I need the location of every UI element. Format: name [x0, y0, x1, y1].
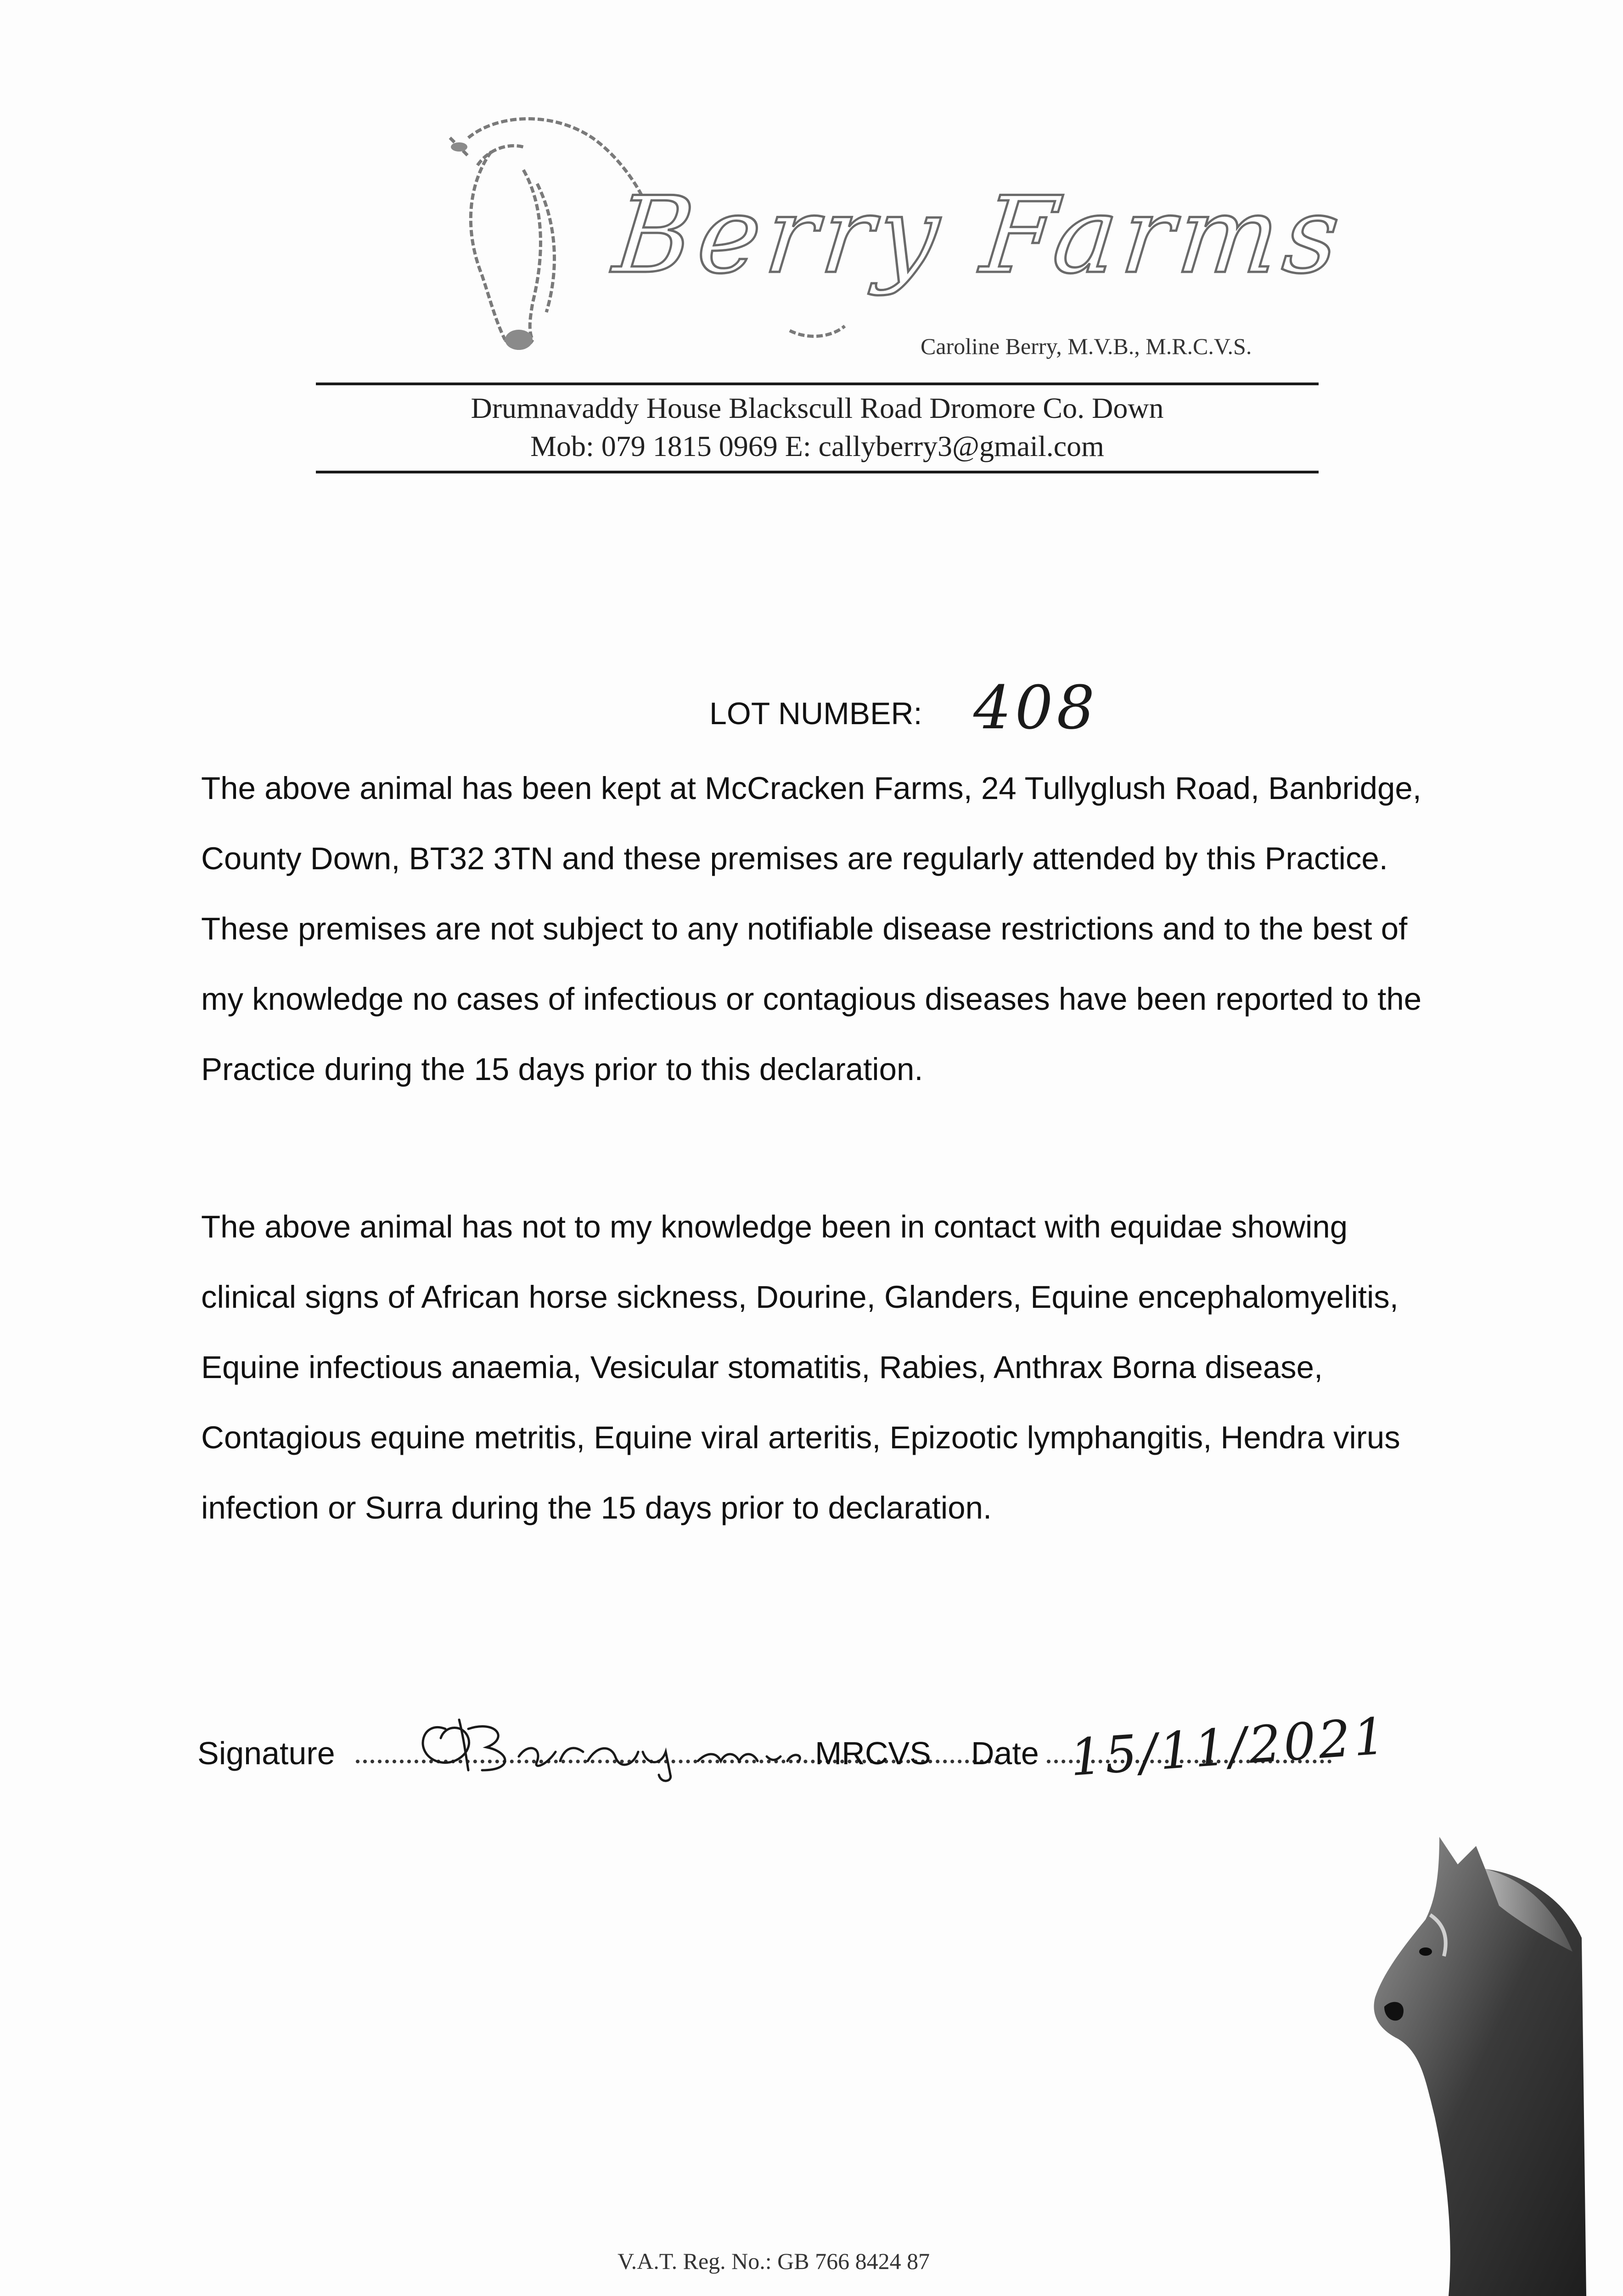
paragraph-text: The above animal has been kept at McCracken Farms, 24 Tullyglush Road, Banbridge, County Down, BT32 3TN and these premises are regularly attended by this Practice. These premises are not subject to any notifiable disease restrictions and to the best of my knowledge no cases of infectious or contagious diseases have been reported to the Practice during the 15 days prior to this declaration.	[201, 771, 1422, 1087]
vet-qualifications: Caroline Berry, M.V.B., M.R.C.V.S.	[921, 333, 1252, 359]
address-line: Drumnavaddy House Blackscull Road Dromore Co. Down	[471, 392, 1164, 424]
signature-suffix: MRCVS	[815, 1735, 931, 1771]
handwritten-signature	[404, 1701, 817, 1784]
brand-name: Berry Farms	[608, 174, 1351, 297]
paragraph-text: The above animal has not to my knowledge been in contact with equidae showing clinical signs of African horse sickness, Dourine, Glanders, Equine encephalomyelitis, Equine infectious anaemia, Vesicular stomatitis, Rabies, Anthrax Borna disease, Contagious equine metritis, Equine viral arteritis, Epizootic lymphangitis, Hendra virus infection or Surra during the 15 days prior to declaration.	[201, 1209, 1400, 1525]
declaration-paragraph-diseases	[201, 1192, 1441, 1543]
date-value: 15/11/2021	[1068, 1706, 1390, 1788]
date-label: Date	[971, 1735, 1039, 1771]
contact-line: Mob: 079 1815 0969 E: callyberry3@gmail.com	[530, 430, 1104, 462]
signature-label: Signature	[197, 1735, 335, 1771]
header-rule-top	[316, 383, 1319, 385]
lot-number-value: 408	[973, 673, 1099, 743]
lot-number-label: LOT NUMBER:	[709, 696, 922, 731]
declaration-paragraph-premises	[201, 753, 1441, 1104]
horse-photo	[1370, 1832, 1586, 2296]
vat-registration: V.A.T. Reg. No.: GB 766 8424 87	[618, 2248, 930, 2274]
header-rule-bottom	[316, 471, 1319, 473]
